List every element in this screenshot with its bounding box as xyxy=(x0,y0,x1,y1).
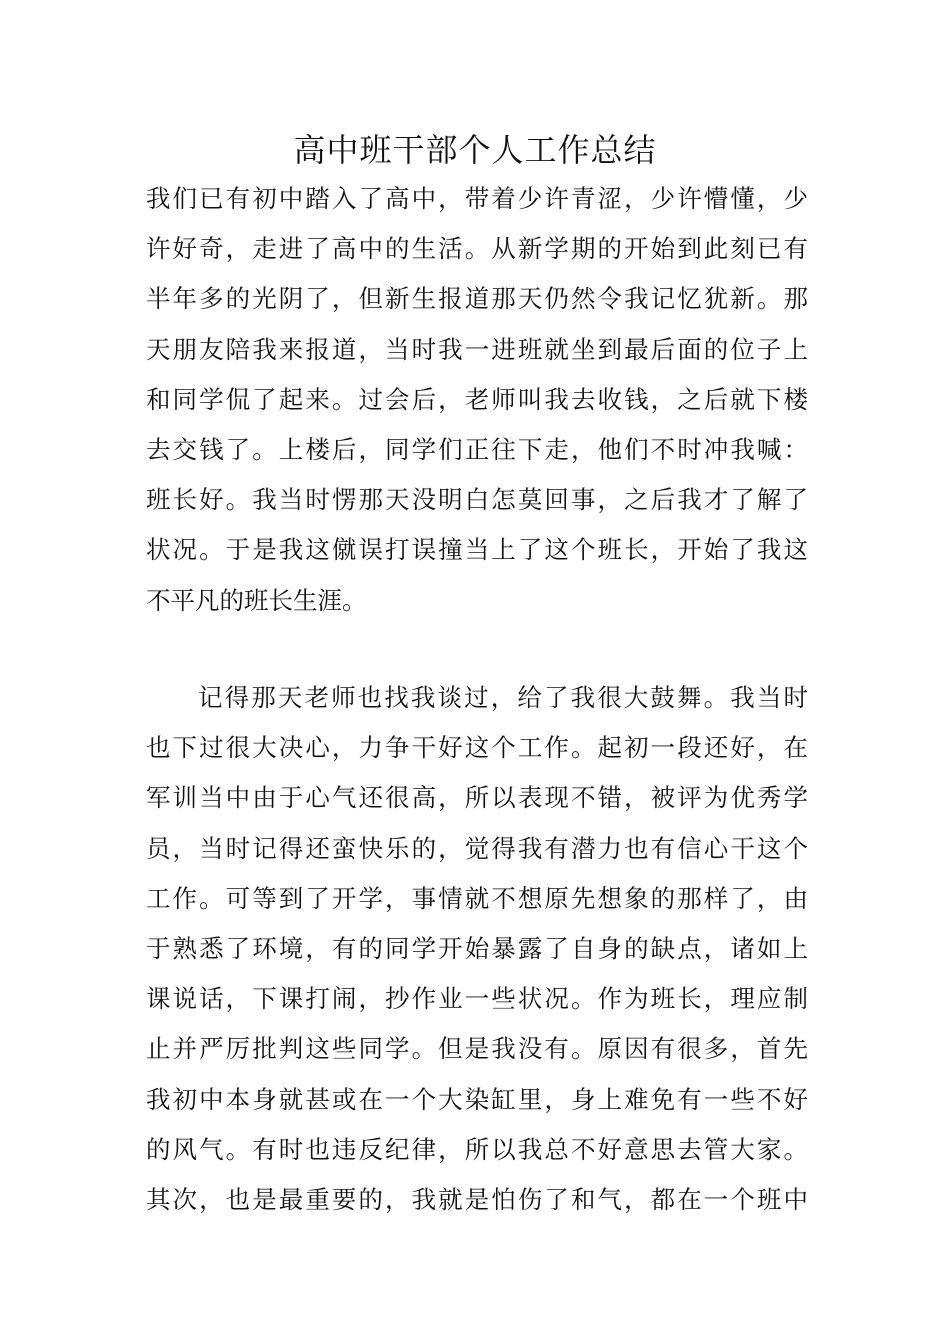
text-line: 天朋友陪我来报道，当时我一进班就坐到最后面的位子上 xyxy=(146,334,808,364)
text-line: 止并严厉批判这些同学。但是我没有。原因有很多，首先 xyxy=(146,1034,808,1064)
text-line: 于熟悉了环境，有的同学开始暴露了自身的缺点，诸如上 xyxy=(146,933,808,963)
text-line: 状况。于是我这僦误打误撞当上了这个班长，开始了我这 xyxy=(146,535,808,565)
text-line: 工作。可等到了开学，事情就不想原先想象的那样了，由 xyxy=(146,883,808,913)
text-line: 半年多的光阴了，但新生报道那天仍然令我记忆犹新。那 xyxy=(146,284,808,314)
text-line: 的风气。有时也违反纪律，所以我总不好意思去管大家。 xyxy=(146,1134,808,1164)
paragraph-2 xyxy=(146,673,808,1225)
text-line: 我初中本身就甚或在一个大染缸里，身上难免有一些不好 xyxy=(146,1084,808,1114)
text-line: 其次，也是最重要的，我就是怕伤了和气，都在一个班中 xyxy=(146,1184,808,1214)
text-line: 班长好。我当时愣那天没明白怎莫回事，之后我才了解了 xyxy=(146,485,808,515)
document-title: 高中班干部个人工作总结 xyxy=(293,131,657,169)
text-line: 课说话，下课打闹，抄作业一些状况。作为班长，理应制 xyxy=(146,984,808,1014)
paragraph-1 xyxy=(146,174,808,626)
text-line: 记得那天老师也找我谈过，给了我很大鼓舞。我当时 xyxy=(198,683,808,712)
text-line: 许好奇，走进了高中的生活。从新学期的开始到此刻已有 xyxy=(146,234,808,264)
text-line: 不平凡的班长生涯。 xyxy=(146,585,367,615)
text-line: 军训当中由于心气还很高，所以表现不错，被评为优秀学 xyxy=(146,783,808,813)
text-line: 也下过很大决心，力争干好这个工作。起初一段还好，在 xyxy=(146,733,808,763)
text-line: 员，当时记得还蛮快乐的，觉得我有潜力也有信心干这个 xyxy=(146,833,808,863)
text-line: 我们已有初中踏入了高中，带着少许青涩，少许懵懂，少 xyxy=(146,184,808,213)
text-line: 和同学侃了起来。过会后，老师叫我去收钱，之后就下楼 xyxy=(146,384,808,414)
text-line: 去交钱了。上楼后，同学们正往下走，他们不时冲我喊： xyxy=(146,434,808,464)
